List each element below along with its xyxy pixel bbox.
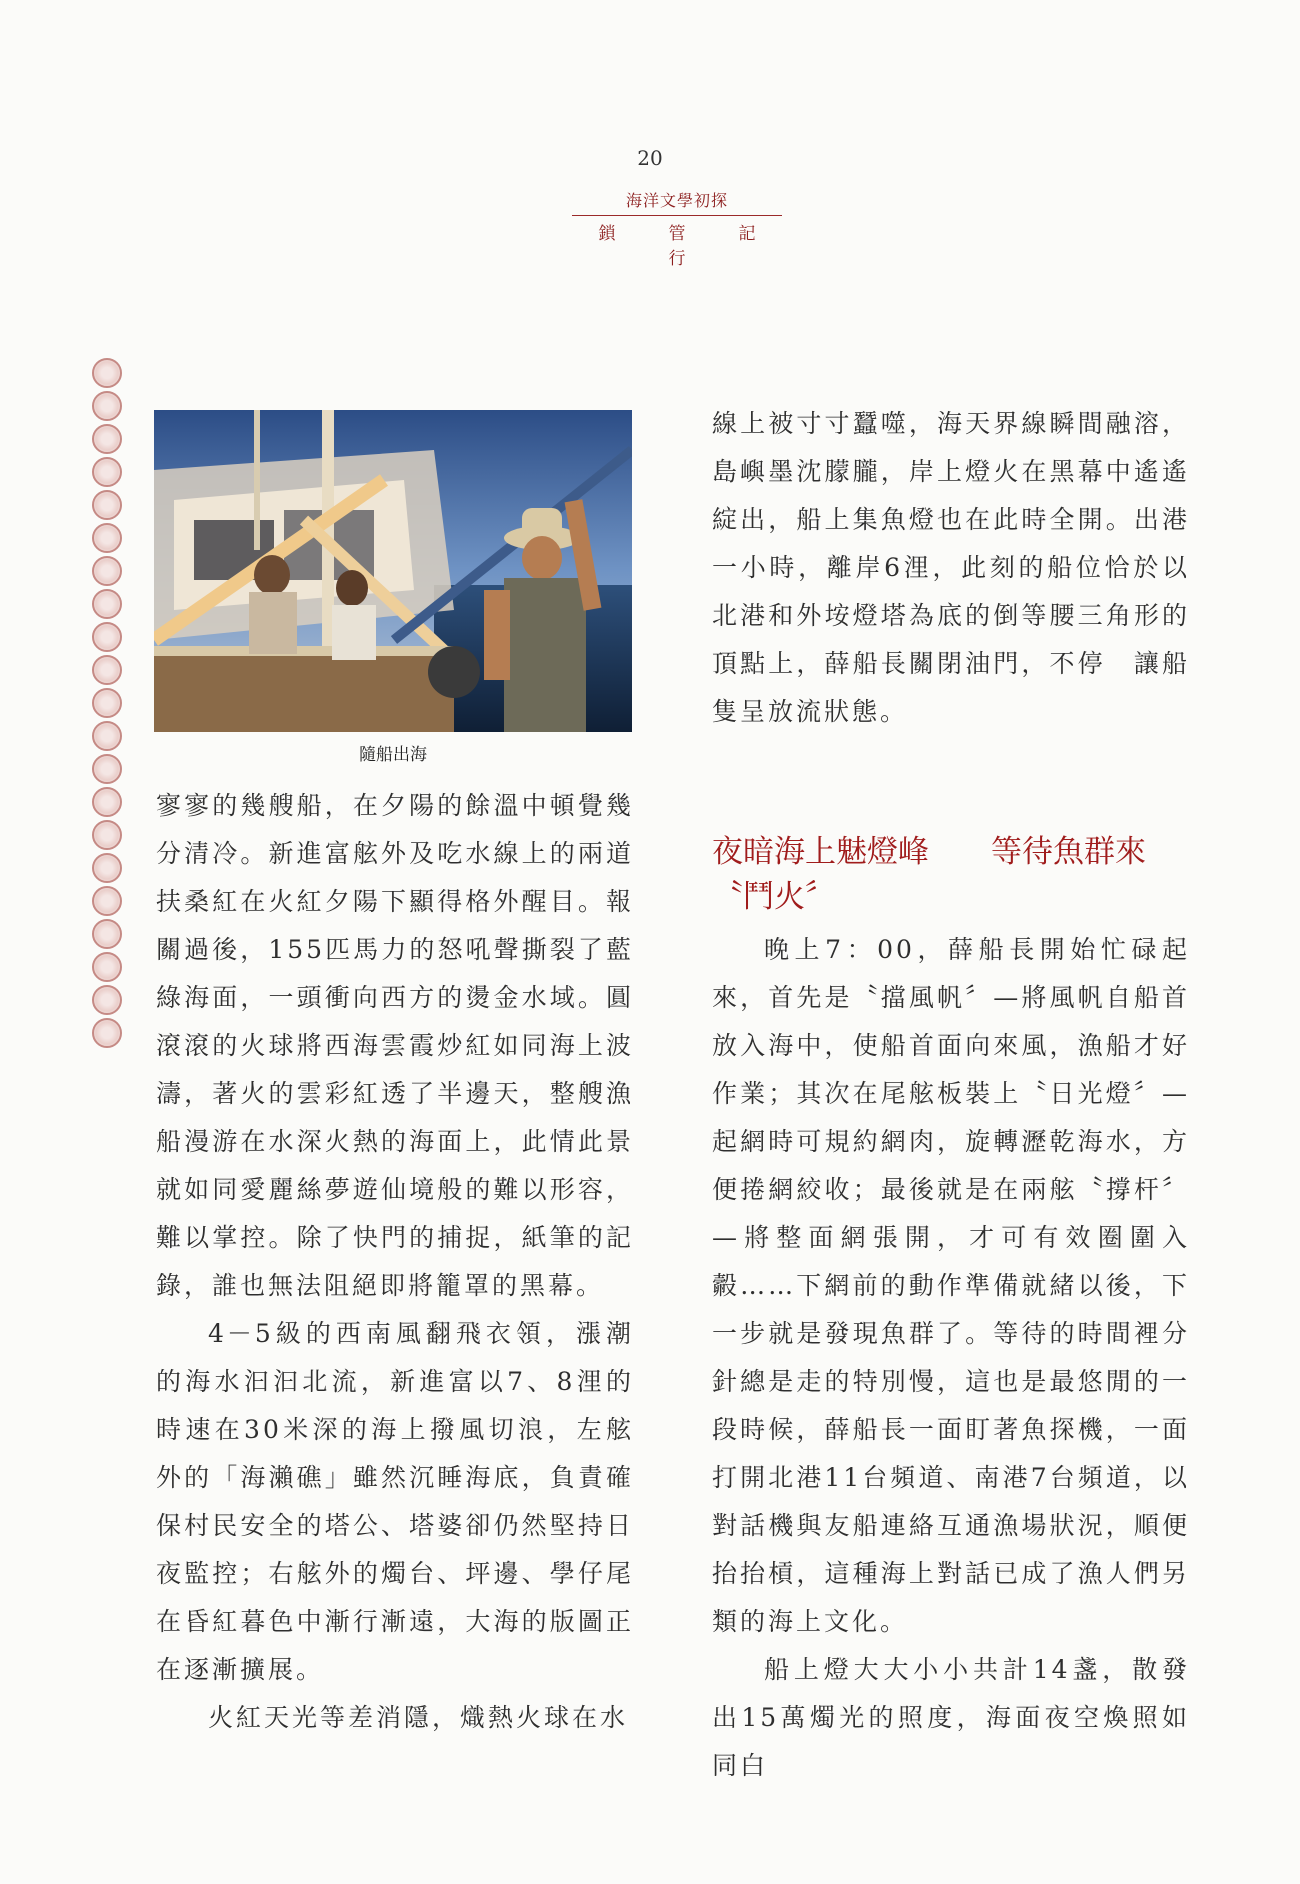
page-number: 20: [637, 146, 663, 170]
ornament-dot: [92, 853, 122, 883]
paragraph: 船上燈大大小小共計14盞，散發出15萬燭光的照度，海面夜空煥照如同白: [712, 1655, 1190, 1780]
paragraph: 火紅天光等差消隱，熾熱火球在水: [208, 1703, 629, 1732]
ornament-dot: [92, 787, 122, 817]
ornament-dot: [92, 1018, 122, 1048]
right-text-column: [712, 926, 1190, 1790]
ornament-dot: [92, 556, 122, 586]
paragraph: 寥寥的幾艘船，在夕陽的餘溫中頓覺幾分清冷。新進富舷外及吃水線上的兩道扶桑紅在火紅夕陽下顯得格外醒目。報關過後，155匹馬力的怒吼聲撕裂了藍綠海面，一頭衝向西方的燙金水域。圓滾滾的火球將西海雲霞炒紅如同海上波濤，著火的雲彩紅透了半邊天，整艘漁船漫游在水深火熱的海面上，此情此景就如同愛麗絲夢遊仙境般的難以形容，難以掌控。除了快門的捕捉，紙筆的記錄，誰也無法阻絕即將籠罩的黑幕。: [156, 791, 634, 1300]
ornament-dot: [92, 358, 122, 388]
header-divider: [572, 215, 782, 216]
series-title: 海洋文學初探: [625, 191, 728, 210]
ornament-dot: [92, 820, 122, 850]
ornament-dot: [92, 457, 122, 487]
ornament-dot: [92, 952, 122, 982]
right-text-column-top: [712, 400, 1190, 736]
photo-caption: 隨船出海: [359, 745, 427, 765]
left-text-column: [156, 782, 634, 1742]
ornament-dot: [92, 589, 122, 619]
ornament-dot: [92, 655, 122, 685]
section-heading: 夜暗海上魅燈峰 等待魚群來〝鬥火〞: [712, 834, 1146, 915]
ornament-dot: [92, 490, 122, 520]
paragraph: 線上被寸寸蠶噬，海天界線瞬間融溶，島嶼墨沈朦朧，岸上燈火在黑幕中遙遙綻出，船上集魚燈也在此時全開。出港一小時，離岸6浬，此刻的船位恰於以北港和外垵燈塔為底的倒等腰三角形的頂點上，薛船長關閉油門，不停 讓船隻呈放流狀態。: [712, 409, 1190, 726]
boat-photo: [154, 410, 632, 732]
ornament-dot: [92, 424, 122, 454]
ornament-dot: [92, 721, 122, 751]
ornament-dot: [92, 886, 122, 916]
ornament-dot: [92, 622, 122, 652]
running-header: [572, 188, 809, 269]
article-title: 鎖 管 記 行: [598, 224, 809, 269]
ornament-dot: [92, 754, 122, 784]
ornament-dot: [92, 985, 122, 1015]
ornament-dot: [92, 523, 122, 553]
ornament-dot: [92, 391, 122, 421]
ornament-dot: [92, 688, 122, 718]
decorative-ornament-column: [92, 358, 124, 1051]
paragraph: 4－5級的西南風翻飛衣領，漲潮的海水汩汩北流，新進富以7、8浬的時速在30米深的海上撥風切浪，左舷外的「海瀨礁」雖然沉睡海底，負責確保村民安全的塔公、塔婆卻仍然堅持日夜監控；右舷外的燭台、坪邊、學仔尾在昏紅暮色中漸行漸遠，大海的版圖正在逐漸擴展。: [156, 1319, 634, 1684]
paragraph: 晚上7：00，薛船長開始忙碌起來，首先是〝擋風帆〞—將風帆自船首放入海中，使船首面向來風，漁船才好作業；其次在尾舷板裝上〝日光燈〞—起網時可規約網肉，旋轉瀝乾海水，方便捲網絞收；最後就是在兩舷〝撐杆〞—將整面網張開，才可有效圈圍入㲉……下網前的動作準備就緒以後，下一步就是發現魚群了。等待的時間裡分針總是走的特別慢，這也是最悠閒的一段時候，薛船長一面盯著魚探機，一面打開北港11台頻道、南港7台頻道，以對話機與友船連絡互通漁場狀況，順便抬抬槓，這種海上對話已成了漁人們另類的海上文化。: [712, 935, 1190, 1636]
ornament-dot: [92, 919, 122, 949]
